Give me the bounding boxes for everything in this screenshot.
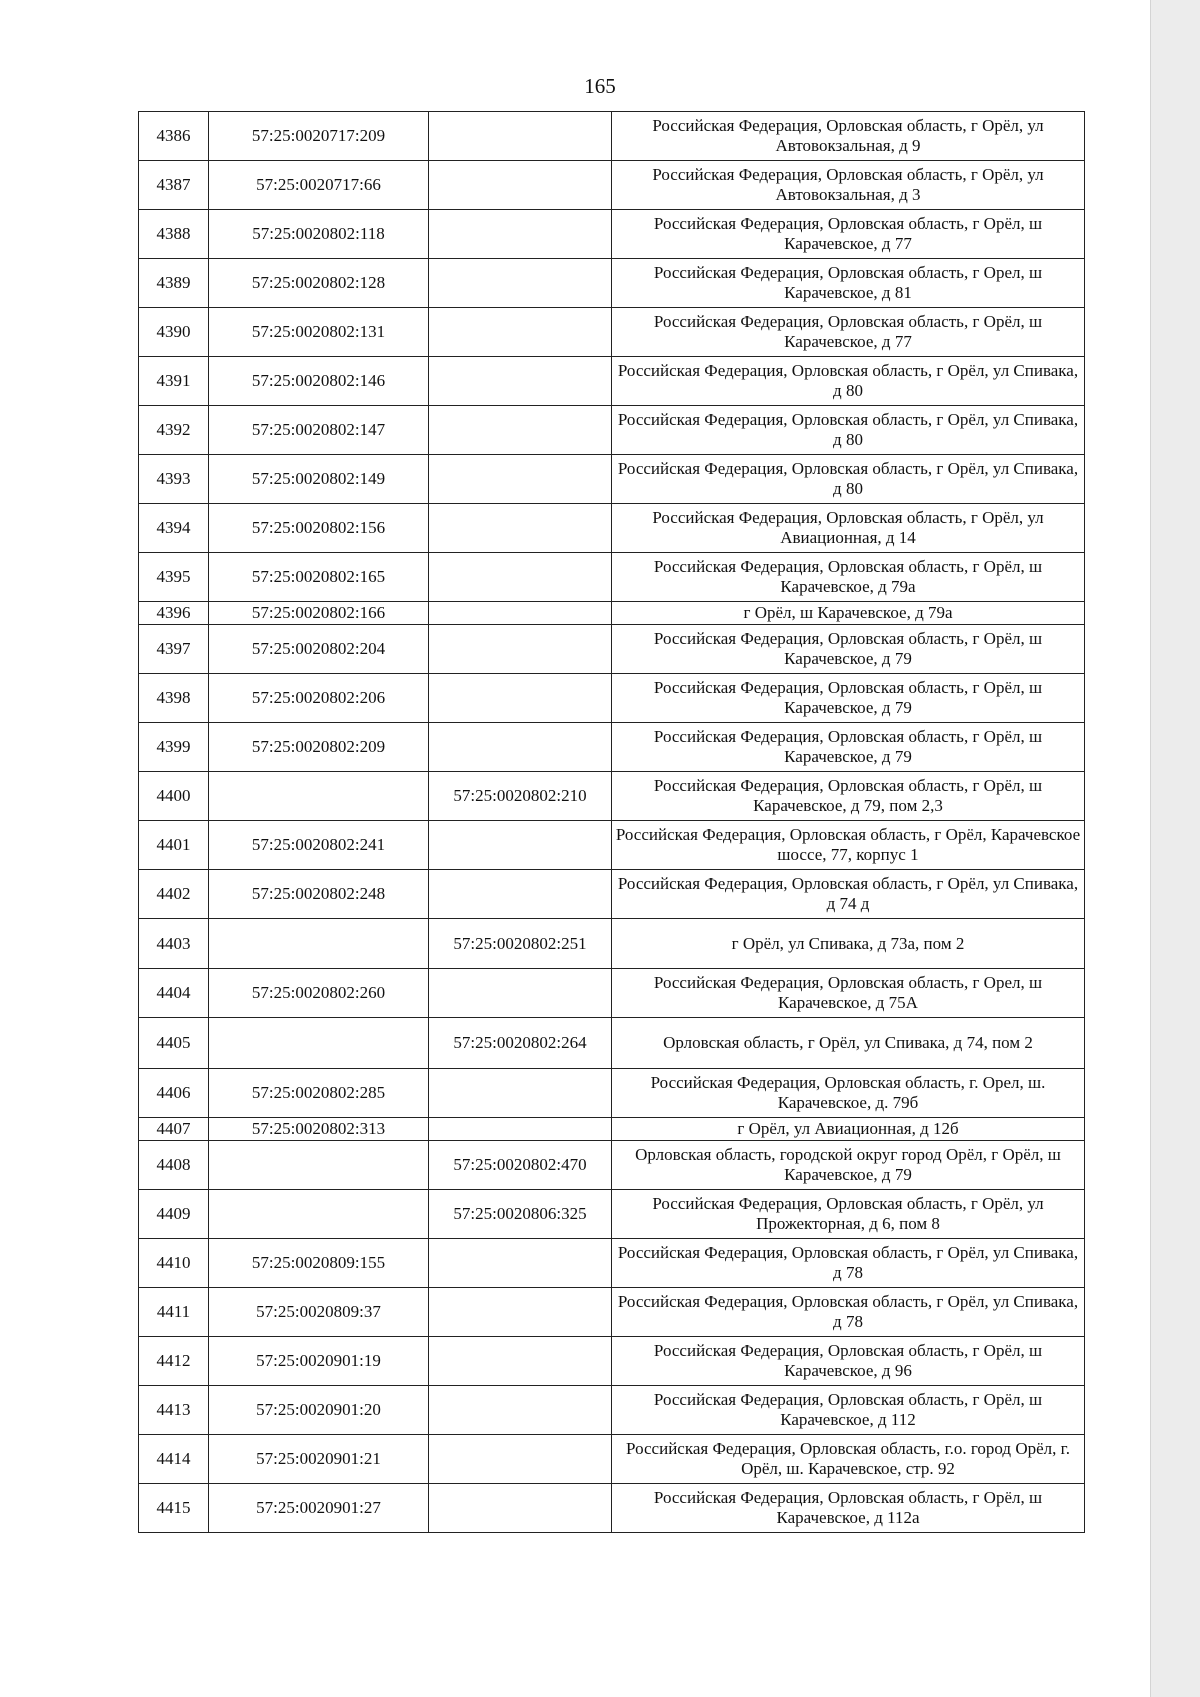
cell-address: Российская Федерация, Орловская область, г Орёл, ул Спивака, д 80 xyxy=(612,357,1085,406)
table-row xyxy=(139,919,1085,969)
cell-address: Российская Федерация, Орловская область, г Орел, ш Карачевское, д 81 xyxy=(612,259,1085,308)
cell-object-cadastral-number xyxy=(429,1435,612,1484)
cell-row-number: 4397 xyxy=(139,625,209,674)
table-row xyxy=(139,625,1085,674)
table-row xyxy=(139,161,1085,210)
cell-address: Российская Федерация, Орловская область, г Орёл, ш Карачевское, д 112а xyxy=(612,1484,1085,1533)
cell-object-cadastral-number xyxy=(429,821,612,870)
cell-address: Российская Федерация, Орловская область, г Орёл, ш Карачевское, д 79а xyxy=(612,553,1085,602)
cell-land-cadastral-number: 57:25:0020802:118 xyxy=(209,210,429,259)
cell-address: Российская Федерация, Орловская область, г Орёл, ш Карачевское, д 79 xyxy=(612,723,1085,772)
table-row xyxy=(139,1337,1085,1386)
cell-land-cadastral-number: 57:25:0020802:204 xyxy=(209,625,429,674)
cell-row-number: 4407 xyxy=(139,1118,209,1141)
cell-row-number: 4388 xyxy=(139,210,209,259)
table-row xyxy=(139,1069,1085,1118)
cell-row-number: 4403 xyxy=(139,919,209,969)
cell-land-cadastral-number: 57:25:0020717:66 xyxy=(209,161,429,210)
cell-object-cadastral-number xyxy=(429,504,612,553)
cell-address: г Орёл, ул Авиационная, д 12б xyxy=(612,1118,1085,1141)
cell-land-cadastral-number xyxy=(209,1018,429,1069)
cell-row-number: 4404 xyxy=(139,969,209,1018)
cell-object-cadastral-number xyxy=(429,357,612,406)
table-row xyxy=(139,308,1085,357)
cell-address: Российская Федерация, Орловская область, г.о. город Орёл, г. Орёл, ш. Карачевское, стр. 92 xyxy=(612,1435,1085,1484)
cell-object-cadastral-number: 57:25:0020802:210 xyxy=(429,772,612,821)
table-row xyxy=(139,504,1085,553)
cell-object-cadastral-number xyxy=(429,1239,612,1288)
table-row xyxy=(139,821,1085,870)
cell-land-cadastral-number: 57:25:0020802:146 xyxy=(209,357,429,406)
cell-land-cadastral-number: 57:25:0020802:285 xyxy=(209,1069,429,1118)
cell-land-cadastral-number xyxy=(209,1141,429,1190)
cell-row-number: 4412 xyxy=(139,1337,209,1386)
table-row xyxy=(139,723,1085,772)
cell-row-number: 4409 xyxy=(139,1190,209,1239)
table-row xyxy=(139,357,1085,406)
cell-address: Орловская область, городской округ город Орёл, г Орёл, ш Карачевское, д 79 xyxy=(612,1141,1085,1190)
cell-row-number: 4394 xyxy=(139,504,209,553)
cell-land-cadastral-number: 57:25:0020809:155 xyxy=(209,1239,429,1288)
cell-row-number: 4390 xyxy=(139,308,209,357)
cell-land-cadastral-number: 57:25:0020901:19 xyxy=(209,1337,429,1386)
table-row xyxy=(139,553,1085,602)
cell-row-number: 4415 xyxy=(139,1484,209,1533)
cell-address: Российская Федерация, Орловская область, г. Орел, ш. Карачевское, д. 79б xyxy=(612,1069,1085,1118)
cell-row-number: 4402 xyxy=(139,870,209,919)
cell-address: Российская Федерация, Орловская область, г Орел, ш Карачевское, д 75А xyxy=(612,969,1085,1018)
table-row xyxy=(139,112,1085,161)
cell-object-cadastral-number: 57:25:0020806:325 xyxy=(429,1190,612,1239)
cell-object-cadastral-number xyxy=(429,161,612,210)
cell-address: Орловская область, г Орёл, ул Спивака, д 74, пом 2 xyxy=(612,1018,1085,1069)
cell-row-number: 4391 xyxy=(139,357,209,406)
cell-address: Российская Федерация, Орловская область, г Орёл, Карачевское шоссе, 77, корпус 1 xyxy=(612,821,1085,870)
cell-land-cadastral-number: 57:25:0020802:147 xyxy=(209,406,429,455)
cell-object-cadastral-number xyxy=(429,1288,612,1337)
cell-land-cadastral-number xyxy=(209,919,429,969)
cell-address: Российская Федерация, Орловская область, г Орёл, ул Спивака, д 78 xyxy=(612,1239,1085,1288)
cell-land-cadastral-number: 57:25:0020901:20 xyxy=(209,1386,429,1435)
cell-row-number: 4386 xyxy=(139,112,209,161)
cell-address: Российская Федерация, Орловская область, г Орёл, ш Карачевское, д 77 xyxy=(612,308,1085,357)
cell-row-number: 4414 xyxy=(139,1435,209,1484)
registry-table xyxy=(138,111,1085,1533)
table-row xyxy=(139,1141,1085,1190)
cell-address: Российская Федерация, Орловская область, г Орёл, ш Карачевское, д 77 xyxy=(612,210,1085,259)
table-row xyxy=(139,1018,1085,1069)
cell-object-cadastral-number xyxy=(429,1118,612,1141)
table-row xyxy=(139,1190,1085,1239)
cell-address: Российская Федерация, Орловская область, г Орёл, ул Авиационная, д 14 xyxy=(612,504,1085,553)
cell-object-cadastral-number xyxy=(429,625,612,674)
cell-land-cadastral-number: 57:25:0020802:248 xyxy=(209,870,429,919)
table-row xyxy=(139,1435,1085,1484)
cell-land-cadastral-number: 57:25:0020901:21 xyxy=(209,1435,429,1484)
cell-object-cadastral-number xyxy=(429,210,612,259)
cell-address: Российская Федерация, Орловская область, г Орёл, ш Карачевское, д 79, пом 2,3 xyxy=(612,772,1085,821)
cell-row-number: 4396 xyxy=(139,602,209,625)
cell-address: Российская Федерация, Орловская область, г Орёл, ул Автовокзальная, д 9 xyxy=(612,112,1085,161)
cell-row-number: 4408 xyxy=(139,1141,209,1190)
cell-object-cadastral-number xyxy=(429,455,612,504)
cell-object-cadastral-number: 57:25:0020802:251 xyxy=(429,919,612,969)
page-number: 165 xyxy=(584,74,616,98)
table-row xyxy=(139,259,1085,308)
cell-object-cadastral-number: 57:25:0020802:470 xyxy=(429,1141,612,1190)
table-row xyxy=(139,1118,1085,1141)
cell-object-cadastral-number xyxy=(429,602,612,625)
cell-object-cadastral-number xyxy=(429,1337,612,1386)
cell-address: г Орёл, ул Спивака, д 73а, пом 2 xyxy=(612,919,1085,969)
table-row xyxy=(139,602,1085,625)
table-row xyxy=(139,870,1085,919)
cell-row-number: 4400 xyxy=(139,772,209,821)
table-row xyxy=(139,210,1085,259)
cell-row-number: 4406 xyxy=(139,1069,209,1118)
cell-object-cadastral-number xyxy=(429,674,612,723)
cell-object-cadastral-number xyxy=(429,406,612,455)
cell-row-number: 4398 xyxy=(139,674,209,723)
table-row xyxy=(139,1484,1085,1533)
cell-row-number: 4411 xyxy=(139,1288,209,1337)
cell-land-cadastral-number: 57:25:0020802:156 xyxy=(209,504,429,553)
table-row xyxy=(139,969,1085,1018)
cell-object-cadastral-number xyxy=(429,1069,612,1118)
cell-object-cadastral-number xyxy=(429,553,612,602)
cell-address: Российская Федерация, Орловская область, г Орёл, ул Спивака, д 74 д xyxy=(612,870,1085,919)
cell-address: Российская Федерация, Орловская область, г Орёл, ш Карачевское, д 112 xyxy=(612,1386,1085,1435)
cell-address: Российская Федерация, Орловская область, г Орёл, ш Карачевское, д 96 xyxy=(612,1337,1085,1386)
cell-object-cadastral-number xyxy=(429,723,612,772)
cell-row-number: 4399 xyxy=(139,723,209,772)
cell-row-number: 4393 xyxy=(139,455,209,504)
cell-address: Российская Федерация, Орловская область, г Орёл, ш Карачевское, д 79 xyxy=(612,674,1085,723)
table-row xyxy=(139,406,1085,455)
table-row xyxy=(139,1386,1085,1435)
cell-row-number: 4392 xyxy=(139,406,209,455)
cell-object-cadastral-number xyxy=(429,969,612,1018)
cell-row-number: 4395 xyxy=(139,553,209,602)
table-row xyxy=(139,1239,1085,1288)
cell-land-cadastral-number: 57:25:0020901:27 xyxy=(209,1484,429,1533)
cell-address: Российская Федерация, Орловская область, г Орёл, ул Прожекторная, д 6, пом 8 xyxy=(612,1190,1085,1239)
cell-address: Российская Федерация, Орловская область, г Орёл, ул Спивака, д 78 xyxy=(612,1288,1085,1337)
cell-address: Российская Федерация, Орловская область, г Орёл, ш Карачевское, д 79 xyxy=(612,625,1085,674)
cell-land-cadastral-number: 57:25:0020802:209 xyxy=(209,723,429,772)
cell-land-cadastral-number: 57:25:0020802:166 xyxy=(209,602,429,625)
table-row xyxy=(139,674,1085,723)
cell-land-cadastral-number xyxy=(209,772,429,821)
cell-land-cadastral-number: 57:25:0020717:209 xyxy=(209,112,429,161)
table-row xyxy=(139,455,1085,504)
cell-object-cadastral-number xyxy=(429,259,612,308)
table-row xyxy=(139,1288,1085,1337)
cell-object-cadastral-number xyxy=(429,308,612,357)
cell-row-number: 4405 xyxy=(139,1018,209,1069)
cell-row-number: 4401 xyxy=(139,821,209,870)
cell-object-cadastral-number xyxy=(429,870,612,919)
cell-land-cadastral-number xyxy=(209,1190,429,1239)
cell-land-cadastral-number: 57:25:0020802:149 xyxy=(209,455,429,504)
cell-land-cadastral-number: 57:25:0020809:37 xyxy=(209,1288,429,1337)
cell-address: Российская Федерация, Орловская область, г Орёл, ул Спивака, д 80 xyxy=(612,455,1085,504)
cell-land-cadastral-number: 57:25:0020802:241 xyxy=(209,821,429,870)
cell-land-cadastral-number: 57:25:0020802:313 xyxy=(209,1118,429,1141)
cell-address: г Орёл, ш Карачевское, д 79а xyxy=(612,602,1085,625)
cell-row-number: 4410 xyxy=(139,1239,209,1288)
cell-land-cadastral-number: 57:25:0020802:165 xyxy=(209,553,429,602)
table-row xyxy=(139,772,1085,821)
cell-land-cadastral-number: 57:25:0020802:260 xyxy=(209,969,429,1018)
cell-address: Российская Федерация, Орловская область, г Орёл, ул Автовокзальная, д 3 xyxy=(612,161,1085,210)
cell-row-number: 4389 xyxy=(139,259,209,308)
cell-land-cadastral-number: 57:25:0020802:206 xyxy=(209,674,429,723)
cell-land-cadastral-number: 57:25:0020802:131 xyxy=(209,308,429,357)
cell-row-number: 4413 xyxy=(139,1386,209,1435)
cell-object-cadastral-number xyxy=(429,112,612,161)
cell-land-cadastral-number: 57:25:0020802:128 xyxy=(209,259,429,308)
cell-row-number: 4387 xyxy=(139,161,209,210)
cell-address: Российская Федерация, Орловская область, г Орёл, ул Спивака, д 80 xyxy=(612,406,1085,455)
cell-object-cadastral-number xyxy=(429,1386,612,1435)
cell-object-cadastral-number: 57:25:0020802:264 xyxy=(429,1018,612,1069)
registry-table-body xyxy=(139,112,1085,1533)
cell-object-cadastral-number xyxy=(429,1484,612,1533)
page-edge-shadow xyxy=(1150,0,1200,1697)
